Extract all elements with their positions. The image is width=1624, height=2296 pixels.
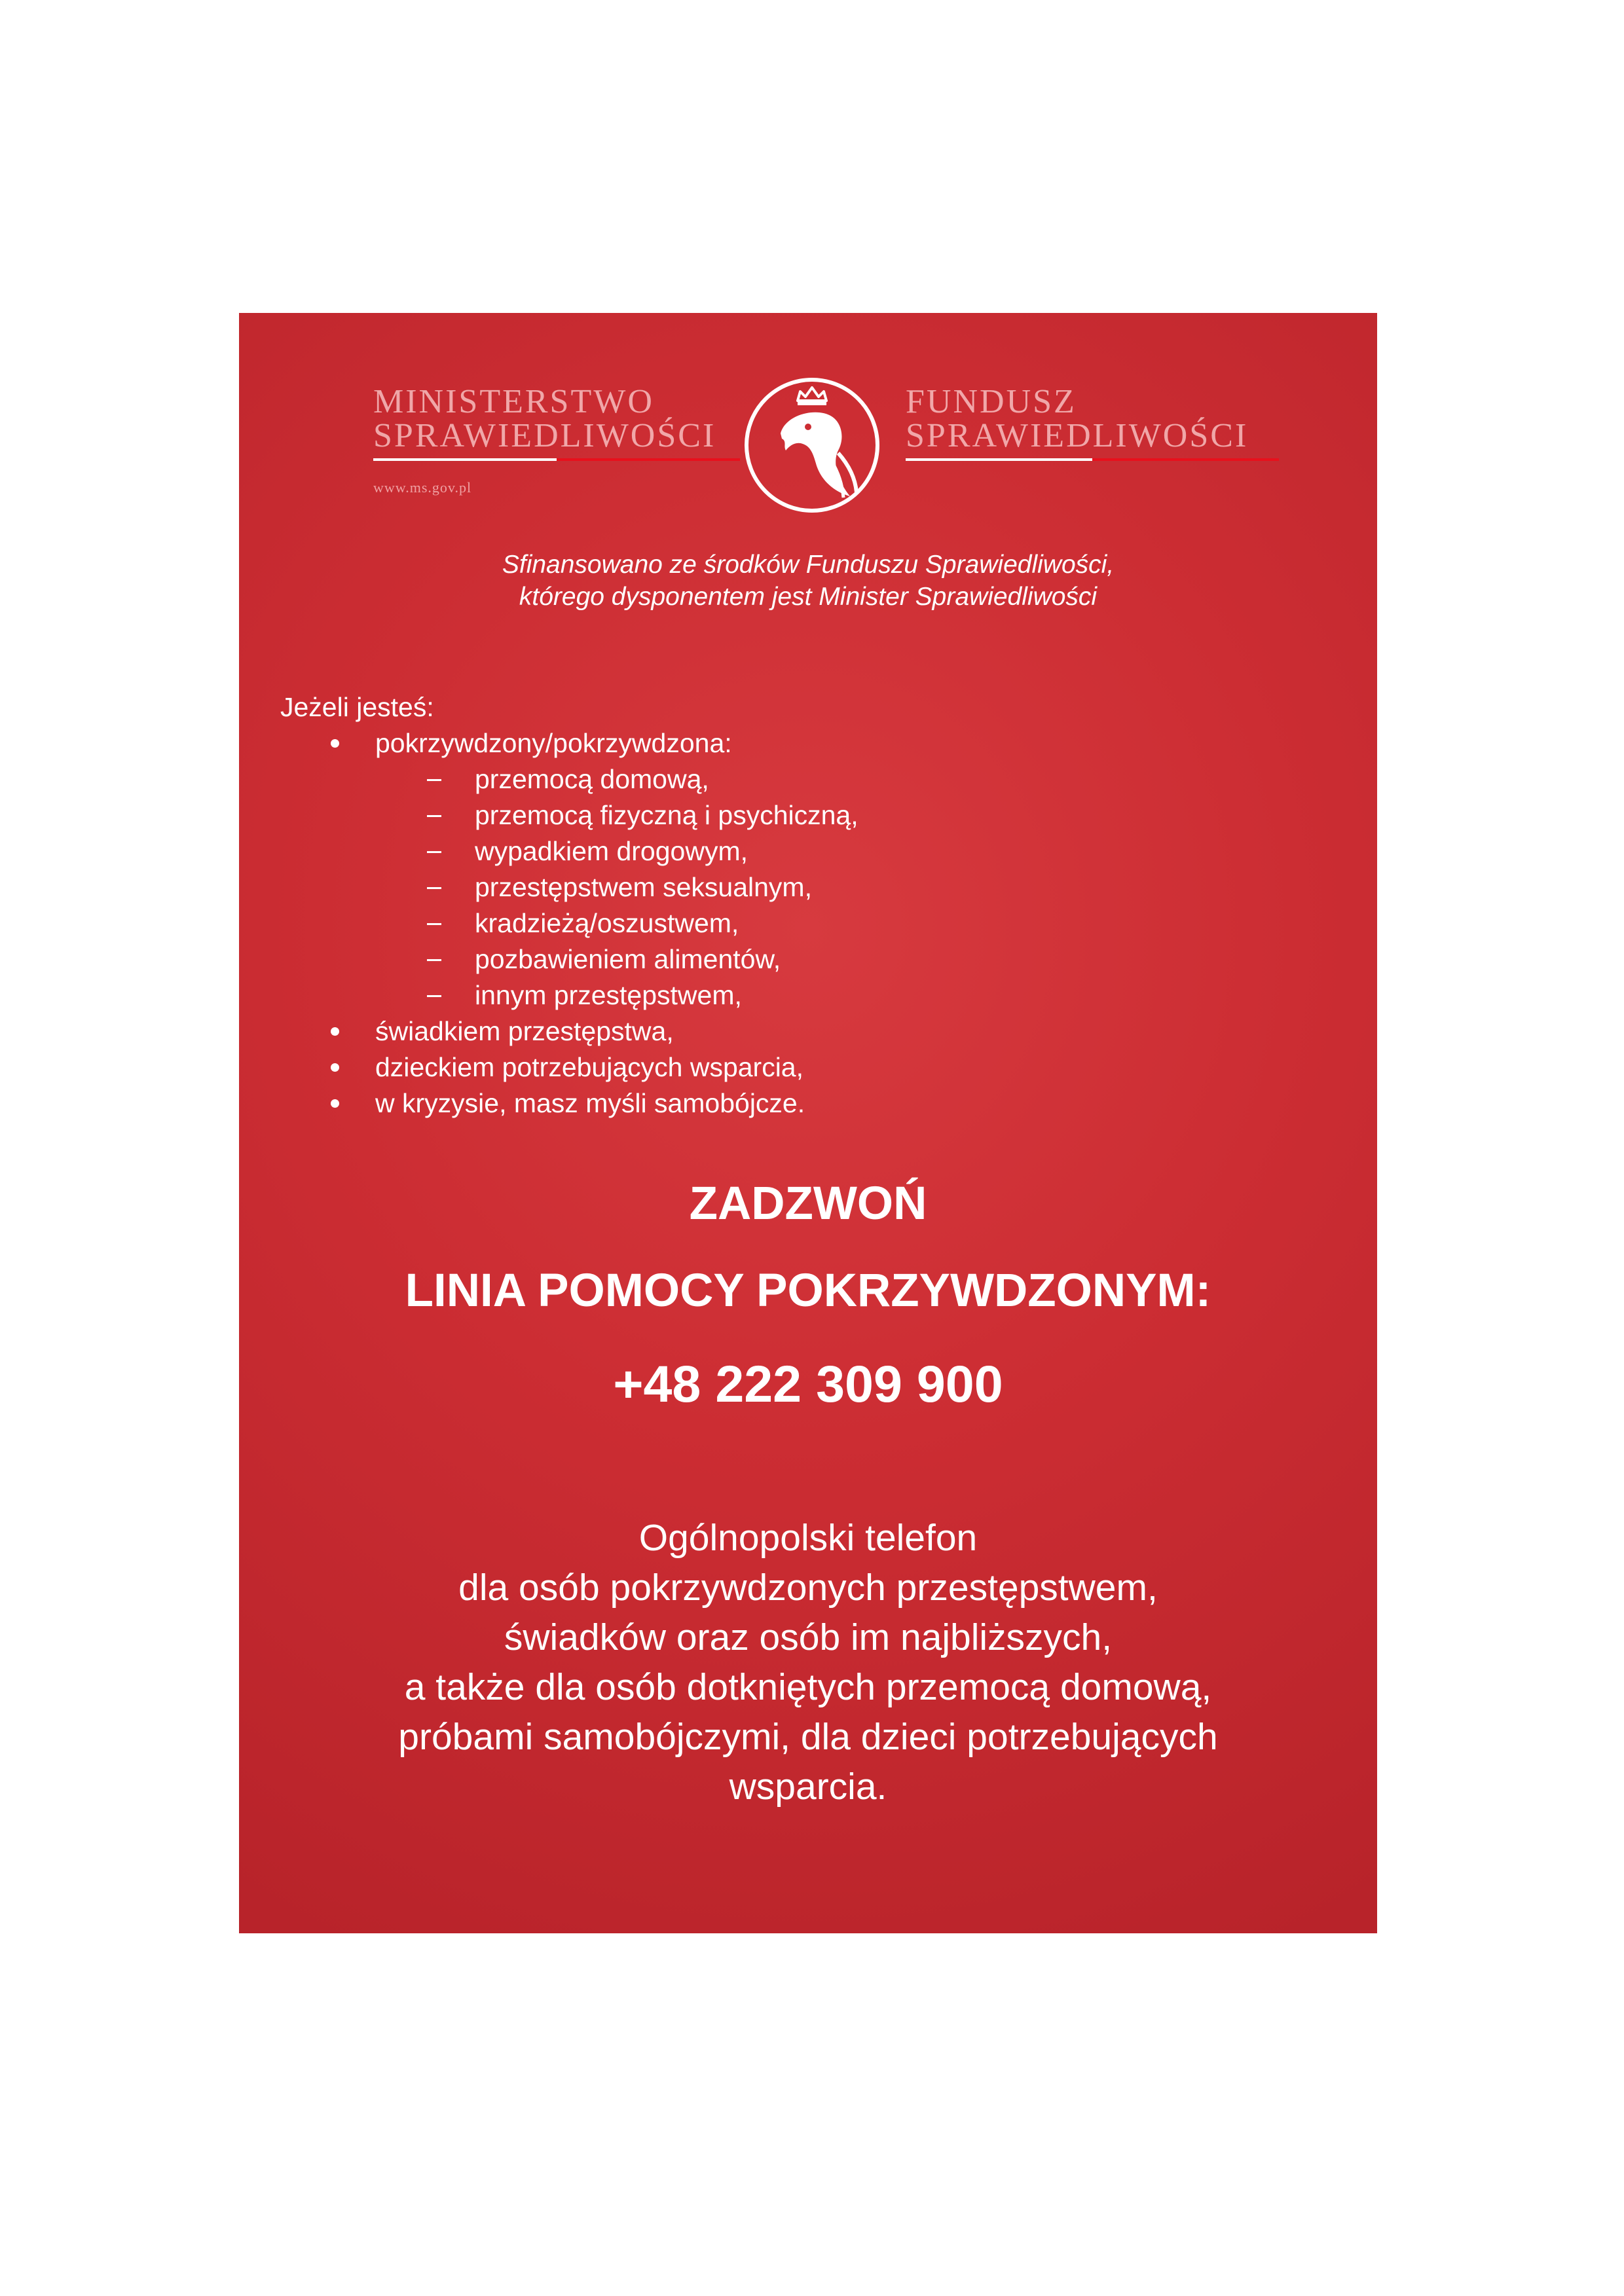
- list-item-text: kradzieżą/oszustwem,: [475, 908, 739, 938]
- list-item: [239, 797, 1352, 833]
- dash-icon: [427, 851, 441, 853]
- list-item-text: pozbawieniem alimentów,: [475, 944, 781, 974]
- list-item: [239, 761, 1352, 797]
- dash-icon: [427, 923, 441, 925]
- list-item-text: świadkiem przestępstwa,: [375, 1016, 674, 1046]
- intro-text: Jeżeli jesteś:: [280, 692, 434, 722]
- list-item: [239, 1049, 1352, 1085]
- fund-name-line2: SPRAWIEDLIWOŚCI: [906, 417, 1249, 454]
- ministry-url: www.ms.gov.pl: [373, 479, 472, 496]
- description-line: dla osób pokrzywdzonych przestępstwem,: [458, 1567, 1158, 1609]
- dash-icon: [427, 779, 441, 781]
- bullet-icon: [331, 1027, 339, 1036]
- ministry-name-line1: MINISTERSTWO: [373, 383, 654, 420]
- poster: [239, 313, 1377, 1933]
- list-item: [239, 905, 1352, 941]
- bullet-icon: [331, 1063, 339, 1072]
- call-heading: ZADZWOŃ: [689, 1178, 927, 1230]
- fund-name-line1: FUNDUSZ: [906, 383, 1077, 420]
- list-item-text: dzieckiem potrzebujących wsparcia,: [375, 1052, 803, 1082]
- description-line: wsparcia.: [729, 1766, 887, 1808]
- helpline-description: [239, 1513, 1377, 1812]
- funding-note: [239, 549, 1377, 613]
- list-item: [239, 869, 1352, 905]
- list-item-text: przemocą domową,: [475, 764, 709, 794]
- dash-icon: [427, 995, 441, 997]
- list-item-text: innym przestępstwem,: [475, 980, 742, 1010]
- helpline-name: LINIA POMOCY POKRZYWDZONYM:: [405, 1265, 1211, 1317]
- list-item: [239, 725, 1352, 761]
- eagle-emblem-icon: [740, 373, 884, 517]
- ministry-logo: [373, 385, 740, 496]
- funding-note-line1: Sfinansowano ze środków Funduszu Sprawiedliwości,: [502, 551, 1115, 579]
- list-item-text: przemocą fizyczną i psychiczną,: [475, 800, 858, 830]
- description-line: a także dla osób dotkniętych przemocą domową,: [404, 1666, 1212, 1708]
- ministry-name-line2: SPRAWIEDLIWOŚCI: [373, 417, 716, 454]
- list-item: [239, 941, 1352, 977]
- dash-icon: [427, 887, 441, 889]
- dash-icon: [427, 959, 441, 961]
- description-line: świadków oraz osób im najbliższych,: [504, 1616, 1113, 1658]
- helpline-phone[interactable]: +48 222 309 900: [613, 1355, 1003, 1413]
- description-line: Ogólnopolski telefon: [638, 1517, 978, 1559]
- list-item: [239, 833, 1352, 869]
- bullet-icon: [331, 1099, 339, 1108]
- dash-icon: [427, 815, 441, 817]
- funding-note-line2: którego dysponentem jest Minister Sprawiedliwości: [519, 583, 1098, 611]
- victim-list: [239, 725, 1352, 1121]
- ministry-rule: [373, 458, 740, 461]
- description-line: próbami samobójczymi, dla dzieci potrzebujących: [398, 1716, 1218, 1758]
- list-item-text: pokrzywdzony/pokrzywdzona:: [375, 728, 732, 758]
- bullet-icon: [331, 739, 339, 748]
- list-item-text: w kryzysie, masz myśli samobójcze.: [375, 1088, 805, 1118]
- list-item-text: wypadkiem drogowym,: [475, 836, 748, 866]
- list-item: [239, 1013, 1352, 1049]
- fund-logo: [906, 385, 1279, 461]
- list-item: [239, 977, 1352, 1013]
- list-item: [239, 1085, 1352, 1121]
- fund-rule: [906, 458, 1279, 461]
- list-item-text: przestępstwem seksualnym,: [475, 872, 812, 902]
